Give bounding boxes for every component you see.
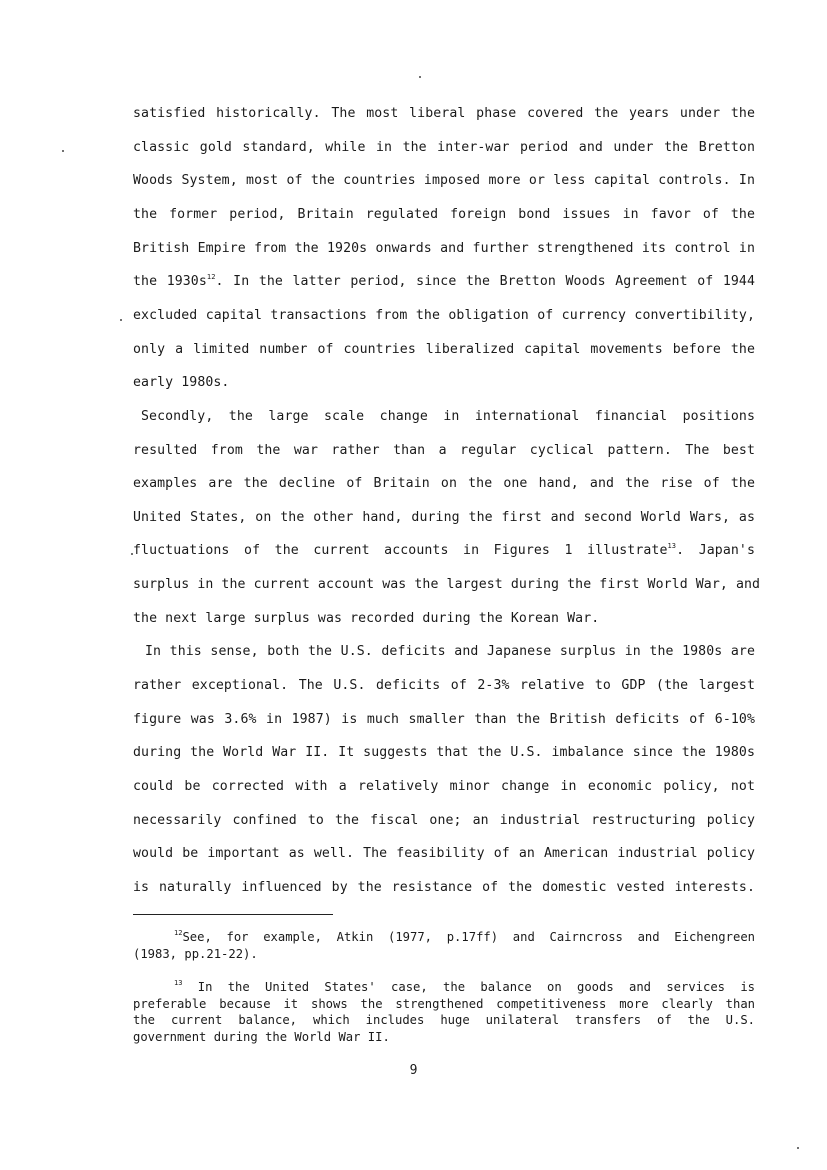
body-line xyxy=(141,407,755,427)
body-line xyxy=(133,508,755,528)
body-line-text: classic gold standard, while in the inter-war period and under the Bretton xyxy=(133,139,755,155)
body-line-text: is naturally influenced by the resistance of the domestic vested interests. xyxy=(133,879,755,895)
body-line-text: In this sense, both the U.S. deficits and Japanese surplus in the 1980s are xyxy=(145,644,755,660)
body-line-text: Woods System, most of the countries imposed more or less capital controls. In xyxy=(133,173,755,189)
footnote-reference: 13 xyxy=(667,542,677,551)
body-line xyxy=(133,104,755,124)
body-line xyxy=(145,642,755,662)
body-line xyxy=(133,239,755,259)
footnote-mark: 13 xyxy=(174,979,183,987)
body-line-text: United States, on the other hand, during the first and second World Wars, as xyxy=(133,509,755,525)
scan-speck xyxy=(120,319,122,321)
footnote-line xyxy=(133,1029,755,1046)
body-line-text: could be corrected with a relatively minor change in economic policy, not xyxy=(133,779,755,794)
footnote-mark: 12 xyxy=(174,929,183,937)
footnote-line xyxy=(133,946,755,963)
body-line xyxy=(133,710,755,730)
body-line xyxy=(133,878,755,898)
body-line xyxy=(133,676,755,696)
page-number: 9 xyxy=(409,1063,418,1078)
footnote-line xyxy=(174,979,755,996)
body-line xyxy=(133,777,755,797)
footnote-text: (1983, pp.21-22). xyxy=(133,946,258,961)
body-line-text: British Empire from the 1920s onwards and further strengthened its control in xyxy=(133,240,755,256)
body-line-text: the former period, Britain regulated foreign bond issues in favor of the xyxy=(133,206,755,222)
body-line xyxy=(133,340,755,360)
body-line-text: excluded capital transactions from the obligation of currency convertibility, xyxy=(133,307,755,323)
body-line xyxy=(133,811,755,831)
body-line-text: only a limited number of countries liberalized capital movements before the xyxy=(133,341,755,357)
body-line-text: fluctuations of the current accounts in Figures 1 illustrate xyxy=(133,543,668,559)
footnote-line xyxy=(174,929,755,946)
body-line xyxy=(133,575,761,595)
body-line xyxy=(133,205,755,225)
body-line xyxy=(133,844,755,864)
scan-speck xyxy=(797,1147,799,1149)
footnote-rule xyxy=(133,914,333,915)
body-line-text: examples are the decline of Britain on the one hand, and the rise of the xyxy=(133,476,755,492)
body-line-text: would be important as well. The feasibility of an American industrial policy xyxy=(133,846,755,862)
body-line xyxy=(133,171,755,191)
body-line-text: satisfied historically. The most liberal phase covered the years under the xyxy=(133,106,755,121)
body-line xyxy=(133,541,755,561)
body-line-text: resulted from the war rather than a regular cyclical pattern. The best xyxy=(133,442,755,458)
body-line-text: figure was 3.6% in 1987) is much smaller than the British deficits of 6-10% xyxy=(133,711,755,727)
body-line xyxy=(133,609,755,629)
footnote-text: preferable because it shows the strengthened competitiveness more clearly than xyxy=(133,996,755,1011)
body-line xyxy=(133,441,755,461)
body-line xyxy=(133,306,755,326)
footnote-reference: 12 xyxy=(206,273,216,282)
body-line xyxy=(133,272,755,292)
body-line-text: . In the latter period, since the Bretton Woods Agreement of 1944 xyxy=(215,274,756,290)
body-line-text: . Japan's xyxy=(676,543,755,559)
body-line-text: early 1980s. xyxy=(133,375,230,391)
body-line xyxy=(133,743,755,763)
body-line xyxy=(133,138,755,158)
body-line-text: during the World War II. It suggests that the U.S. imbalance since the 1980s xyxy=(133,745,755,761)
body-line-text: the 1930s xyxy=(133,274,207,290)
body-line-text: Secondly, the large scale change in international financial positions xyxy=(141,408,755,424)
scan-speck xyxy=(62,150,64,152)
body-line-text: surplus in the current account was the largest during the first World War, and xyxy=(133,577,761,593)
body-line-text: rather exceptional. The U.S. deficits of 2-3% relative to GDP (the largest xyxy=(133,678,755,694)
footnote-text: the current balance, which includes huge unilateral transfers of the U.S. xyxy=(133,1013,755,1027)
body-line-text: the next large surplus was recorded during the Korean War. xyxy=(133,610,600,626)
footnote-line xyxy=(133,1012,755,1029)
footnote-text: In the United States' case, the balance on goods and services is xyxy=(182,980,755,994)
scan-speck xyxy=(131,553,133,555)
body-line xyxy=(133,373,755,393)
body-line-text: necessarily confined to the fiscal one; an industrial restructuring policy xyxy=(133,812,755,828)
body-line xyxy=(133,474,755,494)
footnote-text: government during the World War II. xyxy=(133,1029,390,1044)
footnote-line xyxy=(133,996,755,1013)
footnote-text: See, for example, Atkin (1977, p.17ff) and Cairncross and Eichengreen xyxy=(182,930,755,944)
scan-speck xyxy=(419,76,421,78)
